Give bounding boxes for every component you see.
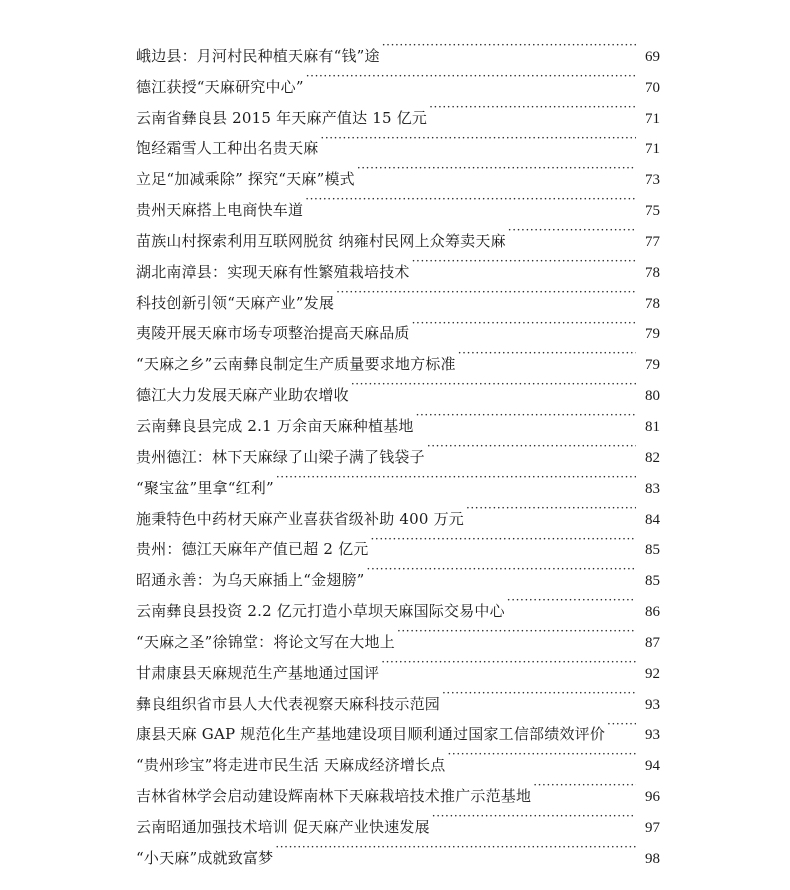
toc-entry-page-number: 81 xyxy=(645,418,660,435)
toc-entry-page-number: 79 xyxy=(645,357,660,374)
toc-entry-title: 吉林省林学会启动建设辉南林下天麻栽培技术推广示范基地 xyxy=(136,787,532,806)
dot-leader xyxy=(507,585,636,616)
dot-leader xyxy=(336,277,636,308)
toc-entry-page-number: 75 xyxy=(645,203,660,220)
toc-entry-page-number: 78 xyxy=(645,264,660,281)
toc-entry-title: “小天麻”成就致富梦 xyxy=(136,848,274,867)
toc-entry-title: 贵州：德江天麻年产值已超 2 亿元 xyxy=(136,540,369,559)
toc-entry-page-number: 83 xyxy=(645,480,660,497)
toc-entry-title: 甘肃康县天麻规范生产基地通过国评 xyxy=(136,663,380,682)
toc-entry-title: 云南彝良县完成 2.1 万余亩天麻种植基地 xyxy=(136,416,414,435)
toc-entry[interactable] xyxy=(136,30,660,65)
dot-leader xyxy=(367,554,636,585)
dot-leader xyxy=(466,493,636,524)
toc-entry-page-number: 69 xyxy=(645,48,660,65)
dot-leader xyxy=(427,431,636,462)
toc-entry-title: 立足“加减乘除” 探究“天麻”模式 xyxy=(136,170,355,189)
dot-leader xyxy=(276,462,636,493)
dot-leader xyxy=(306,61,636,92)
toc-entry-title: 康县天麻 GAP 规范化生产基地建设项目顺利通过国家工信部绩效评价 xyxy=(136,725,606,744)
dot-leader xyxy=(458,338,636,369)
toc-entry-title: 云南省彝良县 2015 年天麻产值达 15 亿元 xyxy=(136,108,428,127)
toc-entry-title: 峨边县：月河村民种植天麻有“钱”途 xyxy=(136,46,380,65)
toc-entry-page-number: 79 xyxy=(645,326,660,343)
dot-leader xyxy=(442,678,636,709)
table-of-contents xyxy=(136,30,660,867)
toc-entry-page-number: 97 xyxy=(645,819,660,836)
toc-entry-page-number: 71 xyxy=(645,110,660,127)
toc-entry-title: 施秉特色中药材天麻产业喜获省级补助 400 万元 xyxy=(136,509,464,528)
dot-leader xyxy=(508,215,636,246)
dot-leader xyxy=(381,647,636,678)
toc-entry-title: “贵州珍宝”将走进市民生活 天麻成经济增长点 xyxy=(136,756,446,775)
toc-entry-page-number: 82 xyxy=(645,449,660,466)
toc-entry-page-number: 73 xyxy=(645,172,660,189)
toc-entry-page-number: 96 xyxy=(645,789,660,806)
toc-entry-title: 德江大力发展天麻产业助农增收 xyxy=(136,386,349,405)
toc-entry-title: “聚宝盆”里拿“红利” xyxy=(136,478,274,497)
dot-leader xyxy=(429,92,636,123)
toc-entry-page-number: 98 xyxy=(645,850,660,867)
dot-leader xyxy=(412,308,636,339)
dot-leader xyxy=(382,30,636,61)
dot-leader xyxy=(320,123,636,154)
dot-leader xyxy=(448,739,636,770)
dot-leader xyxy=(412,246,636,277)
dot-leader xyxy=(416,400,636,431)
toc-entry-page-number: 80 xyxy=(645,388,660,405)
toc-entry-page-number: 71 xyxy=(645,141,660,158)
toc-entry-page-number: 94 xyxy=(645,758,660,775)
toc-entry-title: 湖北南漳县：实现天麻有性繁殖栽培技术 xyxy=(136,262,410,281)
toc-entry-title: 贵州天麻搭上电商快车道 xyxy=(136,201,304,220)
toc-entry-title: 饱经霜雪人工种出名贵天麻 xyxy=(136,139,319,158)
toc-entry-page-number: 85 xyxy=(645,542,660,559)
toc-entry-page-number: 77 xyxy=(645,233,660,250)
toc-entry-title: 贵州德江：林下天麻绿了山梁子满了钱袋子 xyxy=(136,447,425,466)
dot-leader xyxy=(275,832,636,863)
dot-leader xyxy=(370,524,636,555)
dot-leader xyxy=(351,369,636,400)
dot-leader xyxy=(357,153,636,184)
dot-leader xyxy=(305,184,636,215)
dot-leader xyxy=(533,770,636,801)
toc-entry-page-number: 93 xyxy=(645,727,660,744)
toc-entry-title: “天麻之乡”云南彝良制定生产质量要求地方标准 xyxy=(136,355,456,374)
toc-entry-title: 云南彝良县投资 2.2 亿元打造小草坝天麻国际交易中心 xyxy=(136,602,505,621)
toc-entry-page-number: 86 xyxy=(645,604,660,621)
toc-entry-title: 昭通永善：为乌天麻插上“金翅膀” xyxy=(136,571,365,590)
toc-entry-title: 云南昭通加强技术培训 促天麻产业快速发展 xyxy=(136,817,430,836)
toc-entry-page-number: 78 xyxy=(645,295,660,312)
toc-entry-title: 苗族山村探索利用互联网脱贫 纳雍村民网上众筹卖天麻 xyxy=(136,231,506,250)
toc-entry-title: “天麻之圣”徐锦堂：将论文写在大地上 xyxy=(136,632,395,651)
toc-entry-title: 科技创新引领“天麻产业”发展 xyxy=(136,293,335,312)
toc-entry-page-number: 84 xyxy=(645,511,660,528)
toc-entry-title: 夷陵开展天麻市场专项整治提高天麻品质 xyxy=(136,324,410,343)
dot-leader xyxy=(397,616,636,647)
dot-leader xyxy=(607,709,636,740)
toc-entry-title: 德江获授“天麻研究中心” xyxy=(136,77,304,96)
toc-entry-title: 彝良组织省市县人大代表视察天麻科技示范园 xyxy=(136,694,441,713)
toc-entry-page-number: 85 xyxy=(645,573,660,590)
toc-entry-page-number: 87 xyxy=(645,634,660,651)
toc-entry-page-number: 70 xyxy=(645,79,660,96)
dot-leader xyxy=(432,801,636,832)
toc-entry-page-number: 92 xyxy=(645,665,660,682)
toc-entry-page-number: 93 xyxy=(645,696,660,713)
